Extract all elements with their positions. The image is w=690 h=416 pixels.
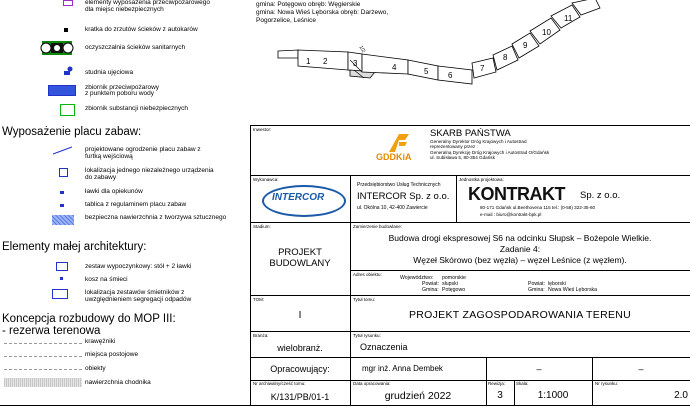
- legend-label: obiekty: [85, 365, 106, 372]
- field-label: Skala:: [516, 381, 529, 386]
- fence-icon: [52, 146, 74, 156]
- dashed-line-icon: [4, 369, 82, 370]
- legend-label: nawierzchnia chodnika: [85, 379, 151, 386]
- segment-4: [362, 54, 408, 74]
- legend-label: zbiornik substancji niebezpiecznych: [85, 105, 188, 112]
- adres-woj-label: Województwo:: [400, 275, 434, 281]
- legend-label: tablica z regulaminem placu zabaw: [85, 201, 187, 208]
- company-small: Przedsiębiorstwo Usług Technicznych: [357, 182, 441, 188]
- waste-set-icon: [52, 289, 68, 299]
- segment-label: 2: [323, 57, 328, 66]
- segment-label: 6: [448, 71, 453, 80]
- field-label: Inwestor:: [253, 127, 272, 132]
- segment-label: 8: [503, 53, 508, 62]
- segment-6: [438, 66, 472, 84]
- legend-label: lokalizacja zestawów śmietników z uwzględnieniem segregacji odpadów: [85, 289, 192, 303]
- segment-5: [408, 60, 438, 80]
- field-label: Branża:: [253, 333, 269, 338]
- title-block: [250, 125, 690, 416]
- field-label: Nr archiwalny/cześć tomu:: [253, 381, 306, 386]
- kontrakt-address: 80-171 Gdańsk ul.Beethovena 115 tel.: (0-58) 322-35-60: [480, 205, 596, 210]
- legend-label: lokalizacja jednego niezależnego urządzenia do zabawy: [85, 167, 214, 181]
- legend-label: zestaw wypoczynkowy: stół + 2 ławki: [85, 263, 192, 270]
- legend-label: miejsca postojowe: [85, 351, 139, 358]
- signature-dash: –: [638, 364, 644, 374]
- rewizja-value: 3: [497, 390, 503, 401]
- oprac-label: Opracowujący:: [270, 364, 330, 374]
- company-name: INTERCOR Sp. z o.o.: [357, 191, 450, 202]
- segment-label: 7: [480, 64, 485, 73]
- adres-gm2-label: Gmina:: [528, 287, 545, 293]
- segment-label: 5: [424, 67, 429, 76]
- road-segments-map: [250, 0, 690, 125]
- purple-rect-icon: [63, 0, 73, 6]
- field-label: Tytuł rysunku:: [353, 333, 381, 338]
- legend-label: oczyszczalnia ścieków sanitarnych: [85, 44, 186, 51]
- adres-pow2: lęborski: [548, 281, 566, 287]
- signature-dash: –: [536, 364, 542, 374]
- dashed-line-icon: [4, 356, 82, 357]
- adres-gm: Potęgowo: [442, 287, 466, 293]
- kontrakt-suffix: Sp. z o.o.: [580, 190, 621, 201]
- zamierzenie-value: Budowa drogi ekspresowej S6 na odcinku Słupsk – Bożepole Wielkie. Zadanie 4: Węzeł Skórowo (bez węzła) – węzeł Leśnice (z węzłem).: [388, 233, 652, 265]
- legend-panel: [0, 0, 250, 416]
- mop-subheading: - rezerwa terenowa: [2, 325, 101, 337]
- treatment-plant-icon: [38, 38, 76, 58]
- small-square-icon: [64, 28, 68, 32]
- legend-label: kosz na śmieci: [85, 276, 128, 283]
- legend-label: bezpieczna nawierzchnia z tworzywa sztucznego: [85, 214, 227, 221]
- branza-value: wielobranż.: [277, 343, 323, 353]
- adres-gm2: Nowa Wieś Lęborska: [548, 287, 598, 293]
- legend-label: studnia ujęciowa: [85, 69, 134, 76]
- legend-label: krawężniki: [85, 338, 116, 345]
- company-address: ul. Okólna 10, 42-400 Zawiercie: [357, 205, 428, 211]
- legend-label: projektowane ogrodzenie placu zabaw z furtką wejściową: [85, 146, 201, 160]
- kontrakt-email: e-mail : biuro@kontrakt-bpk.pl: [480, 212, 542, 217]
- segment-label: 10: [542, 28, 551, 37]
- bin-icon: [60, 277, 63, 280]
- field-label: Adres obiektu:: [353, 272, 382, 277]
- segment-label: 11: [564, 14, 573, 23]
- legend-label: ławki dla opiekunów: [85, 188, 143, 195]
- tytul-rys-value: Oznaczenia: [360, 342, 408, 352]
- investor-details: Generalny Dyrektor Dróg Krajowych i Autostrad reprezentowany przez : Generalną Dyrekcję Dróg Krajowych i Autostrad O/Gdańsk ul. Subisława 5, 80-354 Gdańsk: [430, 139, 550, 161]
- intercor-logo-text: INTERCOR: [272, 192, 325, 203]
- segment-label: 4: [392, 63, 397, 72]
- data-value: grudzień 2022: [384, 390, 452, 402]
- nr-arch-value: K/131/PB/01-1: [270, 392, 330, 402]
- legend-label: elementy wyposażenia przeciwpożarowego dla miejsc niebezpiecznych: [85, 0, 211, 13]
- field-label: Wykonawca:: [253, 177, 279, 182]
- legend-label: zbiornik przeciwpożarowy z punktem poboru wody: [85, 84, 160, 97]
- skala-value: 1:1000: [537, 390, 569, 401]
- bench-icon: [60, 191, 64, 194]
- adres-woj: pomorskie: [442, 275, 466, 281]
- gddkia-logo-icon: [385, 132, 413, 154]
- segment-label: 3: [353, 59, 358, 68]
- field-label: TOM:: [253, 297, 265, 302]
- segment-1: [278, 50, 298, 58]
- nr-rys-value: 2.0: [674, 390, 688, 401]
- field-label: Nr rysunku:: [595, 381, 619, 386]
- field-label: Tytuł tomu:: [353, 297, 376, 302]
- segment-label: 9: [523, 41, 528, 50]
- green-rect-icon: [60, 104, 75, 116]
- playground-heading: Wyposażenie placu zabaw:: [2, 126, 142, 138]
- fire-tank-icon: [48, 85, 76, 96]
- blue-surface-icon: [52, 215, 74, 225]
- field-label: Zamierzenie budowlane:: [353, 224, 403, 229]
- tom-value: I: [298, 310, 302, 321]
- small-arch-heading: Elementy małej architektury:: [2, 241, 147, 253]
- legend-label: kratka do zrzutów ścieków z autokarów: [85, 26, 198, 33]
- segment-small-label: 1/2: [357, 44, 367, 54]
- tytul-tomu-value: PROJEKT ZAGOSPODAROWANIA TERENU: [408, 309, 632, 321]
- adres-pow-label: Powiat:: [422, 281, 440, 287]
- sidewalk-hatch-icon: [4, 378, 82, 387]
- adres-gm-label: Gmina:: [422, 287, 439, 293]
- field-label: Stadium:: [253, 224, 271, 229]
- map-area: [250, 0, 690, 125]
- map-note: gmina: Potęgowo obręb: Węgierskie gmina: Nowa Wieś Lęborska obręb: Darżewo, Pogorzelice, Leśnice: [256, 1, 389, 24]
- mop-heading: Koncepcja rozbudowy do MOP III:: [2, 313, 176, 325]
- adres-pow2-label: Powiat:: [528, 281, 546, 287]
- sign-icon: [60, 204, 64, 207]
- adres-pow: słupski: [442, 281, 458, 287]
- field-label: Data opracowania:: [353, 381, 391, 386]
- oprac-value: mgr inż. Anna Dembek: [362, 364, 443, 373]
- table-set-icon: [56, 262, 68, 271]
- dashed-line-icon: [4, 343, 82, 344]
- stadium-value: PROJEKT BUDOWLANY: [269, 247, 331, 269]
- gddkia-logo-text: GDDKiA: [376, 152, 412, 162]
- segment-label: 1: [306, 57, 311, 66]
- field-label: Rewizja:: [488, 381, 506, 386]
- kontrakt-logo: KONTRAKT: [468, 184, 565, 204]
- play-device-icon: [59, 168, 68, 177]
- well-icon: [62, 66, 74, 76]
- field-label: Jednostka projektowa:: [459, 177, 504, 182]
- investor-name: SKARB PAŃSTWA: [430, 128, 511, 139]
